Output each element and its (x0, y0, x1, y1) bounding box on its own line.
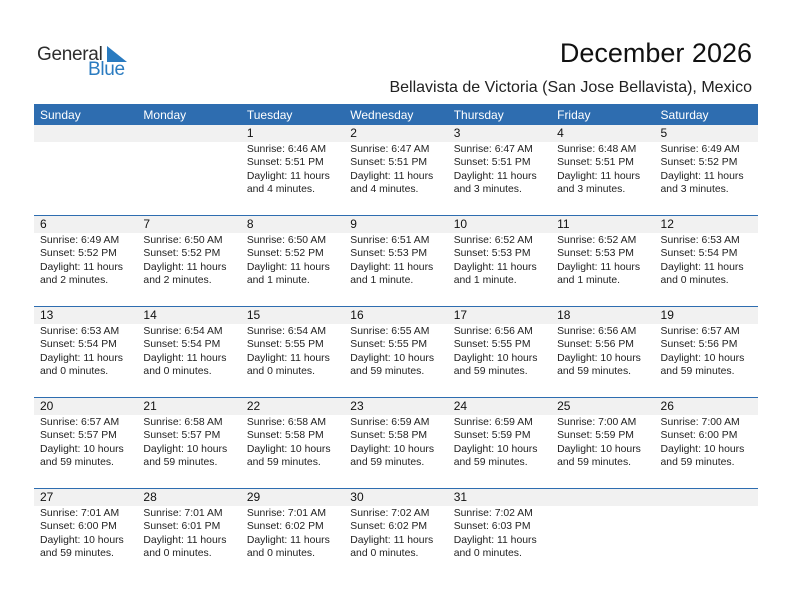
sunrise-time: Sunrise: 7:01 AM (40, 508, 120, 519)
day-number: 18 (551, 307, 654, 324)
day-cell (137, 398, 240, 489)
daylight-minutes: and 59 minutes. (660, 366, 735, 378)
day-sun-info (655, 233, 758, 288)
daylight-hours: Daylight: 10 hours (143, 443, 228, 455)
weekday-header: Sunday (34, 104, 137, 125)
daylight-minutes: and 1 minute. (246, 275, 310, 287)
sunset-time: Sunset: 6:02 PM (246, 521, 324, 533)
day-number: 7 (137, 216, 240, 233)
daylight-minutes: and 59 minutes. (453, 366, 528, 378)
day-number: 10 (448, 216, 551, 233)
daylight-minutes: and 0 minutes. (350, 548, 419, 560)
daylight-hours: Daylight: 11 hours (350, 170, 434, 182)
sunrise-time: Sunrise: 6:56 AM (453, 326, 533, 337)
sunset-time: Sunset: 5:54 PM (143, 339, 221, 351)
day-number: 21 (137, 398, 240, 415)
sunset-time: Sunset: 6:01 PM (143, 521, 221, 533)
day-number: 30 (344, 489, 447, 506)
daylight-minutes: and 0 minutes. (453, 548, 522, 560)
day-sun-info (137, 233, 240, 288)
day-sun-info (34, 324, 137, 379)
day-cell (344, 398, 447, 489)
sunrise-time: Sunrise: 6:54 AM (143, 326, 223, 337)
sunset-time: Sunset: 5:54 PM (660, 248, 738, 260)
day-number: 11 (551, 216, 654, 233)
daylight-minutes: and 2 minutes. (40, 275, 109, 287)
brand-logo-blue: Blue (88, 59, 125, 80)
day-sun-info (448, 506, 551, 561)
sunset-time: Sunset: 5:57 PM (143, 430, 221, 442)
daylight-hours: Daylight: 11 hours (350, 534, 434, 546)
daylight-hours: Daylight: 11 hours (453, 261, 537, 273)
day-cell (655, 398, 758, 489)
day-sun-info (344, 324, 447, 379)
day-cell (241, 489, 344, 580)
day-cell (655, 216, 758, 307)
day-sun-info (34, 415, 137, 470)
week-row (34, 398, 758, 489)
daylight-hours: Daylight: 11 hours (660, 261, 744, 273)
sunrise-time: Sunrise: 6:58 AM (143, 417, 223, 428)
day-cell (655, 125, 758, 216)
calendar-table (34, 104, 758, 579)
daylight-minutes: and 59 minutes. (453, 457, 528, 469)
day-sun-info (448, 142, 551, 197)
day-number: 2 (344, 125, 447, 142)
day-number: 19 (655, 307, 758, 324)
day-cell (241, 125, 344, 216)
location-subtitle: Bellavista de Victoria (San Jose Bellavista), Mexico (389, 79, 752, 96)
day-cell (241, 216, 344, 307)
weekday-header: Thursday (448, 104, 551, 125)
day-cell (137, 216, 240, 307)
day-number: 8 (241, 216, 344, 233)
sunset-time: Sunset: 5:52 PM (40, 248, 117, 260)
day-number: 23 (344, 398, 447, 415)
day-number: 31 (448, 489, 551, 506)
day-sun-info (655, 324, 758, 379)
day-cell (137, 489, 240, 580)
day-number: 25 (551, 398, 654, 415)
daylight-hours: Daylight: 10 hours (557, 443, 641, 455)
daylight-hours: Daylight: 10 hours (40, 443, 124, 455)
daylight-hours: Daylight: 11 hours (350, 261, 434, 273)
sunset-time: Sunset: 5:53 PM (557, 248, 634, 260)
weekday-header: Monday (137, 104, 240, 125)
day-cell (344, 216, 447, 307)
sunset-time: Sunset: 5:51 PM (557, 157, 634, 169)
sunrise-time: Sunrise: 6:50 AM (143, 235, 223, 246)
day-sun-info (344, 142, 447, 197)
daylight-hours: Daylight: 10 hours (246, 443, 331, 455)
day-cell (448, 216, 551, 307)
sunrise-time: Sunrise: 6:51 AM (350, 235, 430, 246)
day-sun-info (241, 324, 344, 379)
daylight-minutes: and 4 minutes. (246, 184, 316, 196)
daylight-hours: Daylight: 11 hours (40, 352, 123, 364)
daylight-minutes: and 59 minutes. (246, 457, 321, 469)
daylight-hours: Daylight: 11 hours (143, 261, 227, 273)
day-number (137, 125, 240, 142)
day-cell (551, 307, 654, 398)
daylight-hours: Daylight: 11 hours (246, 261, 330, 273)
daylight-hours: Daylight: 10 hours (660, 352, 745, 364)
day-sun-info (241, 233, 344, 288)
daylight-hours: Daylight: 11 hours (143, 534, 227, 546)
daylight-minutes: and 3 minutes. (660, 184, 729, 196)
empty-day-cell (137, 125, 240, 216)
daylight-minutes: and 2 minutes. (143, 275, 212, 287)
day-number: 14 (137, 307, 240, 324)
sunset-time: Sunset: 5:55 PM (246, 339, 324, 351)
weekday-header: Wednesday (344, 104, 447, 125)
week-row (34, 307, 758, 398)
day-cell (655, 307, 758, 398)
day-sun-info (137, 415, 240, 470)
daylight-minutes: and 4 minutes. (350, 184, 419, 196)
daylight-hours: Daylight: 11 hours (246, 170, 330, 182)
sunset-time: Sunset: 6:03 PM (453, 521, 531, 533)
day-cell (448, 307, 551, 398)
daylight-minutes: and 59 minutes. (557, 457, 632, 469)
brand-logo (37, 44, 132, 80)
day-number: 13 (34, 307, 137, 324)
day-number: 15 (241, 307, 344, 324)
page-title: December 2026 (559, 38, 752, 68)
sunrise-time: Sunrise: 7:02 AM (453, 508, 533, 519)
day-number: 22 (241, 398, 344, 415)
sunrise-time: Sunrise: 6:59 AM (350, 417, 430, 428)
day-sun-info (344, 415, 447, 470)
day-sun-info (137, 506, 240, 561)
sunrise-time: Sunrise: 6:52 AM (557, 235, 637, 246)
sunrise-time: Sunrise: 6:54 AM (246, 326, 326, 337)
day-number: 6 (34, 216, 137, 233)
weekday-header-row (34, 104, 758, 125)
sunset-time: Sunset: 5:59 PM (557, 430, 634, 442)
daylight-hours: Daylight: 10 hours (350, 352, 435, 364)
day-number: 29 (241, 489, 344, 506)
day-number: 1 (241, 125, 344, 142)
day-sun-info (448, 324, 551, 379)
day-number: 9 (344, 216, 447, 233)
day-number: 26 (655, 398, 758, 415)
day-number: 12 (655, 216, 758, 233)
sunset-time: Sunset: 5:53 PM (453, 248, 531, 260)
daylight-hours: Daylight: 11 hours (660, 170, 744, 182)
day-cell (137, 307, 240, 398)
day-sun-info (137, 324, 240, 379)
sunset-time: Sunset: 5:52 PM (246, 248, 324, 260)
sunset-time: Sunset: 5:52 PM (143, 248, 221, 260)
daylight-minutes: and 0 minutes. (143, 366, 212, 378)
daylight-hours: Daylight: 10 hours (40, 534, 124, 546)
daylight-hours: Daylight: 11 hours (246, 534, 330, 546)
sunrise-time: Sunrise: 6:47 AM (453, 144, 533, 155)
daylight-minutes: and 3 minutes. (453, 184, 522, 196)
sunset-time: Sunset: 5:56 PM (557, 339, 634, 351)
empty-day-cell (655, 489, 758, 580)
day-number (34, 125, 137, 142)
brand-logo-general: General (37, 44, 103, 65)
daylight-minutes: and 59 minutes. (40, 457, 114, 469)
daylight-minutes: and 0 minutes. (246, 366, 316, 378)
daylight-minutes: and 59 minutes. (557, 366, 632, 378)
day-number: 24 (448, 398, 551, 415)
sunrise-time: Sunrise: 6:58 AM (246, 417, 326, 428)
sunset-time: Sunset: 6:02 PM (350, 521, 428, 533)
daylight-hours: Daylight: 11 hours (557, 170, 641, 182)
sunrise-time: Sunrise: 6:49 AM (40, 235, 120, 246)
day-cell (448, 398, 551, 489)
day-cell (448, 125, 551, 216)
day-cell (34, 307, 137, 398)
day-number (655, 489, 758, 506)
empty-day-cell (551, 489, 654, 580)
daylight-hours: Daylight: 10 hours (350, 443, 435, 455)
day-sun-info (551, 233, 654, 288)
sunrise-time: Sunrise: 6:49 AM (660, 144, 740, 155)
weekday-header: Tuesday (241, 104, 344, 125)
sunrise-time: Sunrise: 7:01 AM (246, 508, 326, 519)
daylight-minutes: and 0 minutes. (246, 548, 316, 560)
empty-day-cell (34, 125, 137, 216)
sunrise-time: Sunrise: 7:00 AM (660, 417, 740, 428)
day-number (551, 489, 654, 506)
sunset-time: Sunset: 6:00 PM (40, 521, 117, 533)
daylight-minutes: and 59 minutes. (660, 457, 735, 469)
daylight-hours: Daylight: 11 hours (453, 170, 537, 182)
sunrise-time: Sunrise: 7:02 AM (350, 508, 430, 519)
sunset-time: Sunset: 5:51 PM (246, 157, 324, 169)
daylight-hours: Daylight: 11 hours (557, 261, 641, 273)
sunset-time: Sunset: 5:51 PM (350, 157, 428, 169)
sunrise-time: Sunrise: 7:01 AM (143, 508, 223, 519)
daylight-minutes: and 0 minutes. (40, 366, 109, 378)
day-number: 4 (551, 125, 654, 142)
weekday-header: Friday (551, 104, 654, 125)
daylight-minutes: and 59 minutes. (350, 366, 425, 378)
day-cell (551, 216, 654, 307)
day-cell (344, 125, 447, 216)
day-number: 3 (448, 125, 551, 142)
day-sun-info (344, 506, 447, 561)
day-sun-info (551, 415, 654, 470)
sunset-time: Sunset: 5:54 PM (40, 339, 117, 351)
sunrise-time: Sunrise: 6:46 AM (246, 144, 326, 155)
sunset-time: Sunset: 5:55 PM (453, 339, 531, 351)
day-cell (551, 125, 654, 216)
day-cell (34, 216, 137, 307)
day-cell (34, 398, 137, 489)
day-sun-info (448, 233, 551, 288)
daylight-hours: Daylight: 10 hours (557, 352, 641, 364)
sunrise-time: Sunrise: 7:00 AM (557, 417, 637, 428)
sunset-time: Sunset: 5:56 PM (660, 339, 738, 351)
sunrise-time: Sunrise: 6:50 AM (246, 235, 326, 246)
daylight-minutes: and 1 minute. (453, 275, 517, 287)
sunset-time: Sunset: 5:57 PM (40, 430, 117, 442)
sunrise-time: Sunrise: 6:59 AM (453, 417, 533, 428)
sunrise-time: Sunrise: 6:52 AM (453, 235, 533, 246)
sunset-time: Sunset: 5:58 PM (350, 430, 428, 442)
daylight-hours: Daylight: 10 hours (660, 443, 745, 455)
sunset-time: Sunset: 6:00 PM (660, 430, 738, 442)
day-number: 16 (344, 307, 447, 324)
daylight-minutes: and 3 minutes. (557, 184, 626, 196)
day-cell (551, 398, 654, 489)
sunset-time: Sunset: 5:59 PM (453, 430, 531, 442)
day-sun-info (551, 142, 654, 197)
day-number: 5 (655, 125, 758, 142)
day-cell (241, 307, 344, 398)
day-number: 17 (448, 307, 551, 324)
day-number: 28 (137, 489, 240, 506)
daylight-hours: Daylight: 11 hours (453, 534, 537, 546)
day-cell (448, 489, 551, 580)
daylight-hours: Daylight: 10 hours (453, 352, 538, 364)
week-row (34, 216, 758, 307)
week-row (34, 125, 758, 216)
daylight-minutes: and 1 minute. (350, 275, 414, 287)
sunset-time: Sunset: 5:55 PM (350, 339, 428, 351)
day-sun-info (241, 506, 344, 561)
day-sun-info (344, 233, 447, 288)
daylight-hours: Daylight: 11 hours (143, 352, 227, 364)
day-cell (344, 489, 447, 580)
daylight-hours: Daylight: 10 hours (453, 443, 538, 455)
day-sun-info (241, 142, 344, 197)
day-sun-info (448, 415, 551, 470)
daylight-minutes: and 59 minutes. (350, 457, 425, 469)
sunrise-time: Sunrise: 6:53 AM (40, 326, 120, 337)
day-number: 20 (34, 398, 137, 415)
daylight-hours: Daylight: 11 hours (246, 352, 330, 364)
sunset-time: Sunset: 5:58 PM (246, 430, 324, 442)
day-cell (241, 398, 344, 489)
day-sun-info (34, 233, 137, 288)
sunrise-time: Sunrise: 6:55 AM (350, 326, 430, 337)
sunrise-time: Sunrise: 6:57 AM (660, 326, 740, 337)
day-cell (344, 307, 447, 398)
sunrise-time: Sunrise: 6:56 AM (557, 326, 637, 337)
day-sun-info (34, 506, 137, 561)
day-cell (34, 489, 137, 580)
daylight-minutes: and 1 minute. (557, 275, 621, 287)
day-sun-info (241, 415, 344, 470)
daylight-hours: Daylight: 11 hours (40, 261, 123, 273)
sunrise-time: Sunrise: 6:47 AM (350, 144, 430, 155)
daylight-minutes: and 0 minutes. (143, 548, 212, 560)
day-sun-info (655, 415, 758, 470)
weekday-header: Saturday (655, 104, 758, 125)
sunset-time: Sunset: 5:53 PM (350, 248, 428, 260)
daylight-minutes: and 59 minutes. (143, 457, 218, 469)
sunrise-time: Sunrise: 6:48 AM (557, 144, 637, 155)
daylight-minutes: and 0 minutes. (660, 275, 729, 287)
week-row (34, 489, 758, 580)
day-sun-info (551, 324, 654, 379)
sunset-time: Sunset: 5:52 PM (660, 157, 738, 169)
day-sun-info (655, 142, 758, 197)
sunset-time: Sunset: 5:51 PM (453, 157, 531, 169)
sunrise-time: Sunrise: 6:53 AM (660, 235, 740, 246)
sunrise-time: Sunrise: 6:57 AM (40, 417, 120, 428)
daylight-minutes: and 59 minutes. (40, 548, 114, 560)
day-number: 27 (34, 489, 137, 506)
